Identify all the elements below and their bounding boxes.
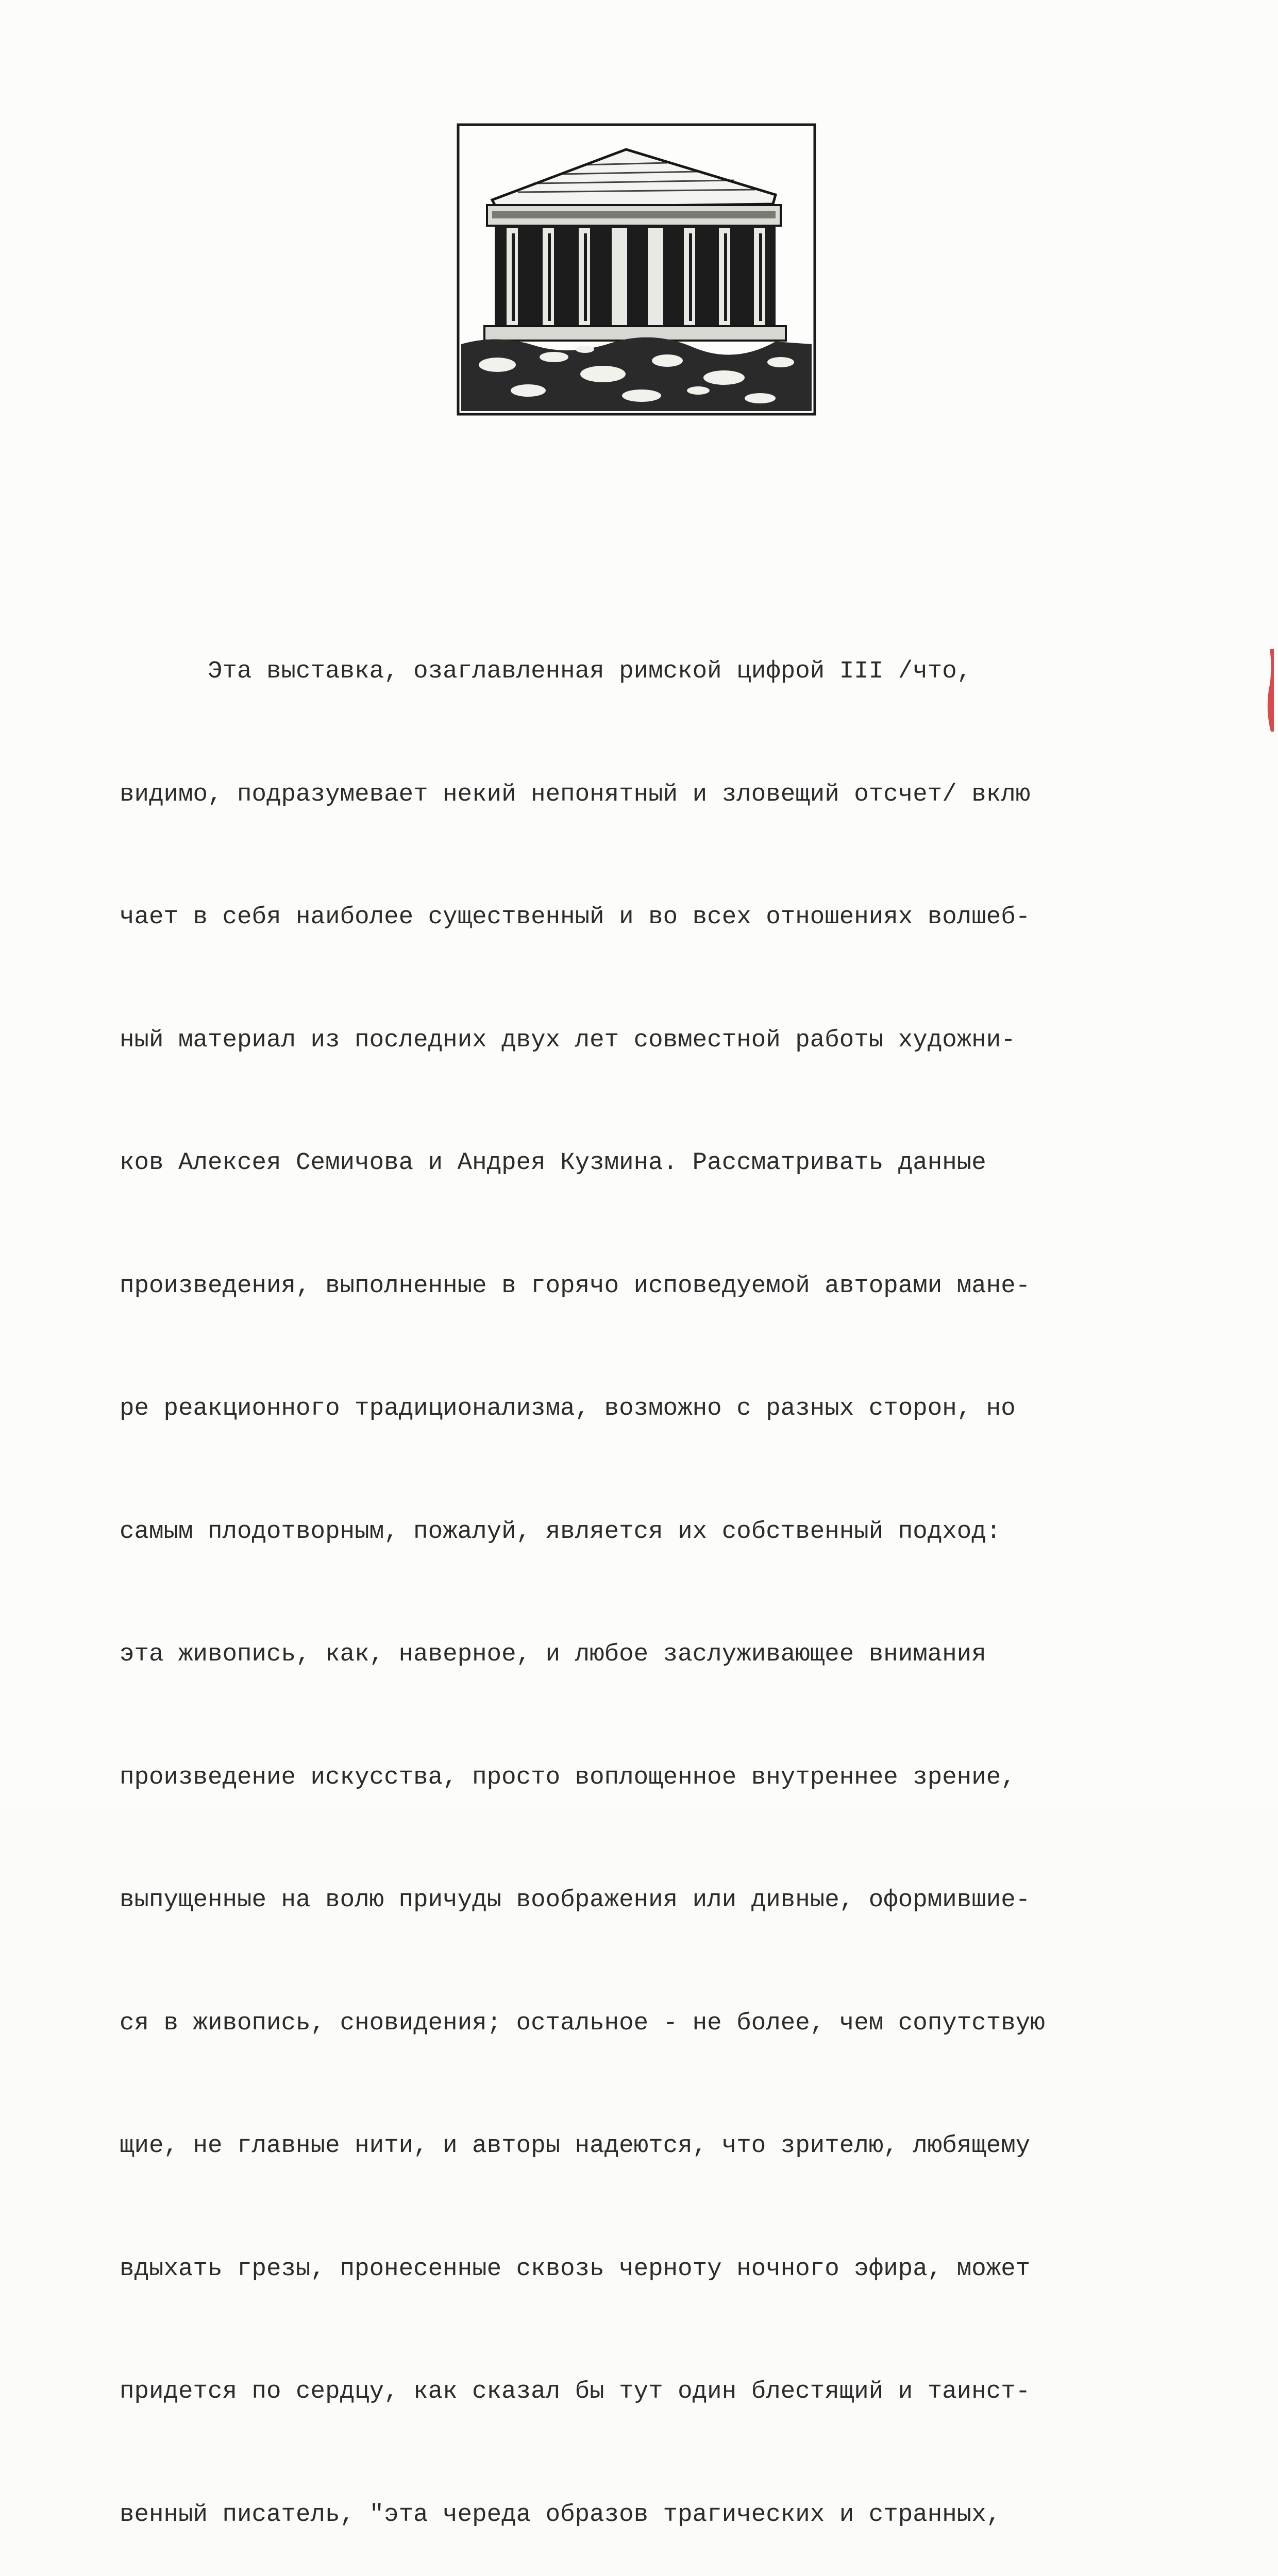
paragraph-line: ный материал из последних двух лет совместной работы художни-: [120, 1026, 1016, 1054]
paragraph-line: эта живопись, как, наверное, и любое заслуживающее внимания: [120, 1640, 986, 1668]
paragraph-line: произведение искусства, просто воплощенное внутреннее зрение,: [120, 1763, 1016, 1791]
red-ink-mark: [1264, 649, 1274, 732]
paragraph-line: ся в живопись, сновидения; остальное - не более, чем сопутствую: [120, 2009, 1045, 2037]
paragraph-line: щие, не главные нити, и авторы надеются, что зрителю, любящему: [120, 2132, 1031, 2160]
typed-paragraph: [120, 569, 1161, 2576]
paragraph-line: ков Алексея Семичова и Андрея Кузмина. Рассматривать данные: [120, 1149, 986, 1177]
paragraph-line: Эта выставка, озаглавленная римской цифрой III /что,: [120, 657, 972, 685]
paragraph-line: чает в себя наиболее существенный и во всех отношениях волшеб-: [120, 903, 1031, 931]
paragraph-line: произведения, выполненные в горячо исповедуемой авторами мане-: [120, 1272, 1031, 1300]
paragraph-line: венный писатель, "эта череда образов трагических и странных,: [120, 2500, 1001, 2529]
temple-facade-icon: [456, 123, 817, 416]
paragraph-line: видимо, подразумевает некий непонятный и зловещий отсчет/ вклю: [120, 780, 1031, 808]
paragraph-line: ре реакционного традиционализма, возможно с разных сторон, но: [120, 1395, 1016, 1422]
paragraph-line: выпущенные на волю причуды воображения или дивные, оформившие-: [120, 1886, 1031, 1914]
paragraph-line: придется по сердцу, как сказал бы тут один блестящий и таинст-: [120, 2378, 1031, 2405]
paragraph-line: вдыхать грезы, пронесенные сквозь черноту ночного эфира, может: [120, 2255, 1031, 2283]
paragraph-line: самым плодотворным, пожалуй, является их собственный подход:: [120, 1517, 1001, 1546]
temple-illustration: [456, 123, 817, 416]
